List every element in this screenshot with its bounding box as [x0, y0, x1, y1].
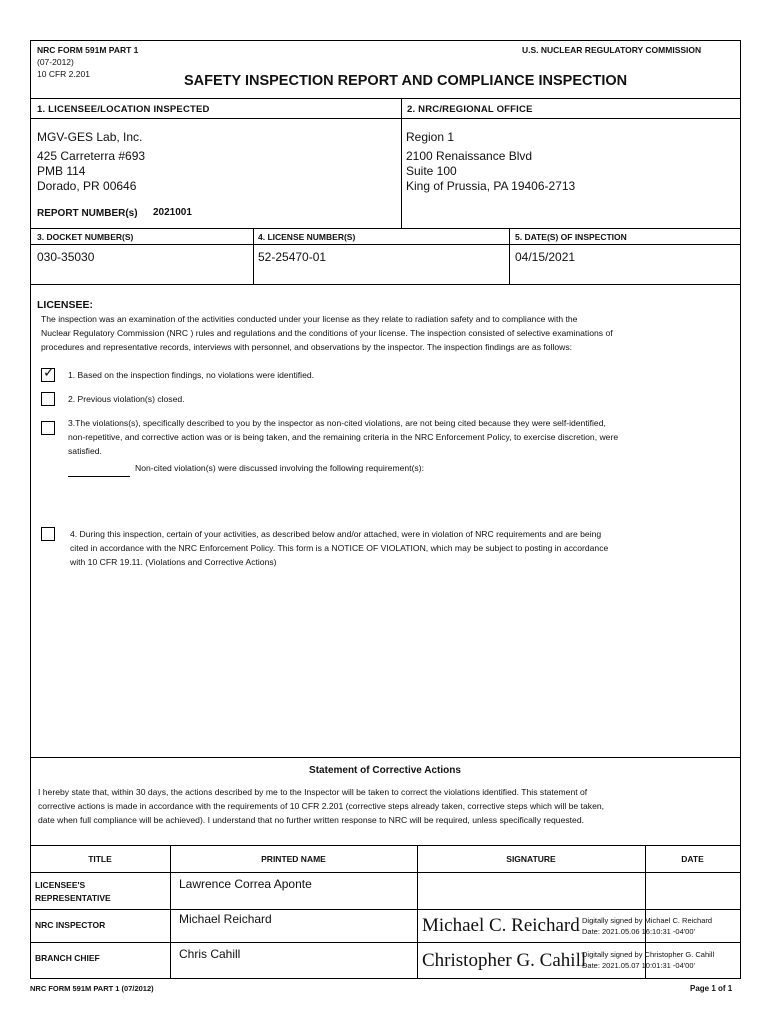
finding-1-text: 1. Based on the inspection findings, no violations were identified. — [68, 370, 315, 380]
licensee-rep-title-line1: LICENSEE'S — [35, 880, 86, 890]
signature-column-header: SIGNATURE — [506, 854, 556, 864]
noncited-blank-line[interactable] — [68, 476, 130, 477]
printed-name-column-header: PRINTED NAME — [261, 854, 326, 864]
regional-office-label: 2. NRC/REGIONAL OFFICE — [407, 104, 533, 115]
region-address-line2: Suite 100 — [406, 164, 457, 178]
finding-2-checkbox[interactable] — [41, 392, 55, 406]
agency-name: U.S. NUCLEAR REGULATORY COMMISSION — [522, 45, 702, 55]
corrective-line-2: corrective actions is made in accordance with the requirements of 10 CFR 2.201 (corrective steps already taken, corrective steps which will be taken, — [38, 801, 605, 811]
intro-line-2: Nuclear Regulatory Commission (NRC ) rules and regulations and the conditions of your license. The inspection consisted of selective examinations of — [41, 328, 613, 338]
date-column-header: DATE — [681, 854, 704, 864]
title-column-header: TITLE — [88, 854, 112, 864]
checkmark-icon: ✓ — [43, 365, 55, 381]
licensee-address-line1: 425 Carreterra #693 — [37, 149, 146, 163]
licensee-location-label: 1. LICENSEE/LOCATION INSPECTED — [37, 104, 210, 115]
corrective-line-3: date when full compliance will be achieved). I understand that no further written response to NRC will be required, unless specifically requested. — [38, 815, 584, 825]
intro-line-3: procedures and representative records, interviews with personnel, and observations by the inspector. The inspection findings are as follows: — [41, 342, 573, 352]
licensee-rep-date-field[interactable] — [648, 875, 738, 907]
nrc-inspector-digital-line2: Date: 2021.05.06 16:10:31 -04'00' — [582, 927, 695, 936]
docket-number-value: 030-35030 — [37, 250, 95, 264]
finding-2-text: 2. Previous violation(s) closed. — [68, 394, 185, 404]
form-revision-date: (07-2012) — [37, 57, 74, 67]
branch-chief-title: BRANCH CHIEF — [35, 953, 100, 963]
inspection-date-value: 04/15/2021 — [515, 250, 576, 264]
licensee-rep-name: Lawrence Correa Aponte — [179, 877, 312, 891]
intro-line-1: The inspection was an examination of the activities conducted under your license as they relate to radiation safety and to compliance with the — [41, 314, 578, 324]
region-address-line3: King of Prussia, PA 19406-2713 — [406, 179, 576, 193]
region-address-line1: 2100 Renaissance Blvd — [406, 149, 533, 163]
region-name: Region 1 — [406, 130, 455, 144]
finding-3-line-2: non-repetitive, and corrective action was or is being taken, and the remaining criteria in the NRC Enforcement Policy, to exercise discretion, were — [68, 432, 619, 442]
finding-4-line-3: with 10 CFR 19.11. (Violations and Corrective Actions) — [70, 557, 277, 567]
finding-4-line-1: 4. During this inspection, certain of your activities, as described below and/or attached, were in violation of NRC requirements and are being — [70, 529, 602, 539]
licensee-heading: LICENSEE: — [37, 299, 94, 311]
finding-4-line-2: cited in accordance with the NRC Enforcement Policy. This form is a NOTICE OF VIOLATION, which may be subject to posting in accordance — [70, 543, 609, 553]
branch-chief-name: Chris Cahill — [179, 947, 241, 961]
finding-4-checkbox[interactable] — [41, 527, 55, 541]
branch-chief-digital-line1: Digitally signed by Christopher G. Cahill — [582, 950, 715, 959]
branch-chief-signature: Christopher G. Cahill — [422, 950, 587, 971]
licensee-name: MGV-GES Lab, Inc. — [37, 130, 143, 144]
licensee-rep-signature-field[interactable] — [420, 875, 642, 907]
nrc-inspector-signature: Michael C. Reichard — [422, 915, 580, 936]
finding-3-line-3: satisfied. — [68, 446, 102, 456]
docket-number-label: 3. DOCKET NUMBER(S) — [37, 232, 134, 242]
finding-3-line-1: 3.The violations(s), specifically described to you by the inspector as non-cited violations, are not being cited because they were self-identified, — [68, 418, 606, 428]
nrc-inspector-title: NRC INSPECTOR — [35, 920, 106, 930]
corrective-actions-heading: Statement of Corrective Actions — [309, 765, 461, 776]
finding-3-checkbox[interactable] — [41, 421, 55, 435]
licensee-address-line2: PMB 114 — [37, 164, 86, 178]
noncited-text: Non-cited violation(s) were discussed involving the following requirement(s): — [135, 463, 424, 473]
license-number-label: 4. LICENSE NUMBER(S) — [258, 232, 356, 242]
inspection-date-label: 5. DATE(S) OF INSPECTION — [515, 232, 627, 242]
license-number-value: 52-25470-01 — [258, 250, 327, 264]
corrective-line-1: I hereby state that, within 30 days, the actions described by me to the Inspector will be taken to correct the violations identified. This statement of — [38, 787, 588, 797]
nrc-inspector-name: Michael Reichard — [179, 912, 272, 926]
branch-chief-digital-line2: Date: 2021.05.07 10:01:31 -04'00' — [582, 961, 695, 970]
footer-form-number: NRC FORM 591M PART 1 (07/2012) — [30, 984, 154, 993]
report-number-value: 2021001 — [153, 207, 192, 218]
licensee-rep-title-line2: REPRESENTATIVE — [35, 893, 111, 903]
finding-1-checkbox[interactable] — [41, 365, 55, 382]
form-number: NRC FORM 591M PART 1 — [37, 45, 139, 55]
cfr-reference: 10 CFR 2.201 — [37, 69, 90, 79]
form-title: SAFETY INSPECTION REPORT AND COMPLIANCE INSPECTION — [184, 73, 628, 89]
page-number: Page 1 of 1 — [690, 984, 733, 993]
licensee-address-line3: Dorado, PR 00646 — [37, 179, 137, 193]
report-number-label: REPORT NUMBER(s) — [37, 208, 138, 219]
nrc-inspector-digital-line1: Digitally signed by Michael C. Reichard — [582, 916, 713, 925]
